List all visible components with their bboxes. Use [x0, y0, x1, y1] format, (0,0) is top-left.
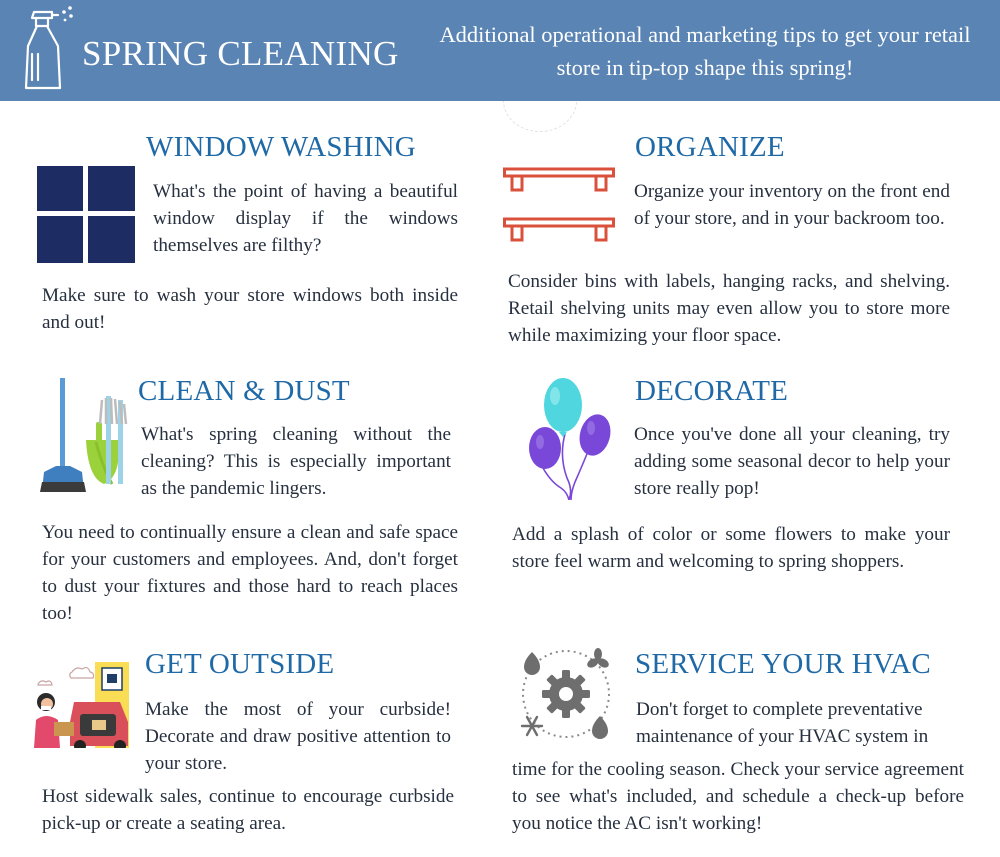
page-title: SPRING CLEANING — [82, 34, 399, 73]
clean-dust-text: What's spring cleaning without the cleaning? This is especially important as the pandemic lingers. — [141, 424, 451, 499]
decorate-text: Once you've done all your cleaning, try adding some seasonal decor to help your store really pop! — [634, 424, 950, 499]
hvac-text: Don't forget to complete preventative maintenance of your HVAC system in — [636, 699, 929, 747]
decorate-title: DECORATE — [635, 375, 789, 407]
hvac-detail: time for the cooling season. Check your service agreement to see what's included, and schedule a check-up before you notice the AC isn't working! — [512, 759, 964, 834]
shelves-icon — [503, 164, 615, 246]
clean-dust-detail: You need to continually ensure a clean and safe space for your customers and employees. And, don't forget to dust your fixtures and those hard to reach places too! — [42, 522, 458, 624]
cleaning-tools-icon — [38, 378, 130, 493]
get-outside-title: GET OUTSIDE — [145, 648, 335, 680]
balloons-icon — [525, 378, 615, 500]
window-icon — [37, 166, 135, 263]
window-washing-detail: Make sure to wash your store windows both inside and out! — [42, 285, 458, 333]
hvac-gear-icon — [518, 646, 614, 742]
clean-dust-title: CLEAN & DUST — [138, 375, 350, 407]
window-washing-text: What's the point of having a beautiful window display if the windows themselves are filthy? — [153, 181, 458, 256]
page-subtitle: Additional operational and marketing tips to get your retail store in tip-top shape this spring! — [439, 22, 971, 80]
header-banner — [0, 0, 1000, 101]
get-outside-detail: Host sidewalk sales, continue to encourage curbside pick-up or create a seating area. — [42, 786, 454, 834]
hvac-title: SERVICE YOUR HVAC — [635, 648, 931, 680]
window-washing-title: WINDOW WASHING — [146, 131, 416, 163]
spray-bottle-icon — [22, 4, 76, 94]
organize-title: ORGANIZE — [635, 131, 785, 163]
organize-detail: Consider bins with labels, hanging racks, and shelving. Retail shelving units may even allow you to store more while maximizing your floor space. — [508, 271, 950, 346]
organize-text: Organize your inventory on the front end of your store, and in your backroom too. — [634, 181, 950, 229]
get-outside-text: Make the most of your curbside! Decorate and draw positive attention to your store. — [145, 699, 451, 774]
curbside-pickup-icon — [30, 662, 134, 748]
decorate-detail: Add a splash of color or some flowers to make your store feel warm and welcoming to spring shoppers. — [512, 524, 950, 572]
